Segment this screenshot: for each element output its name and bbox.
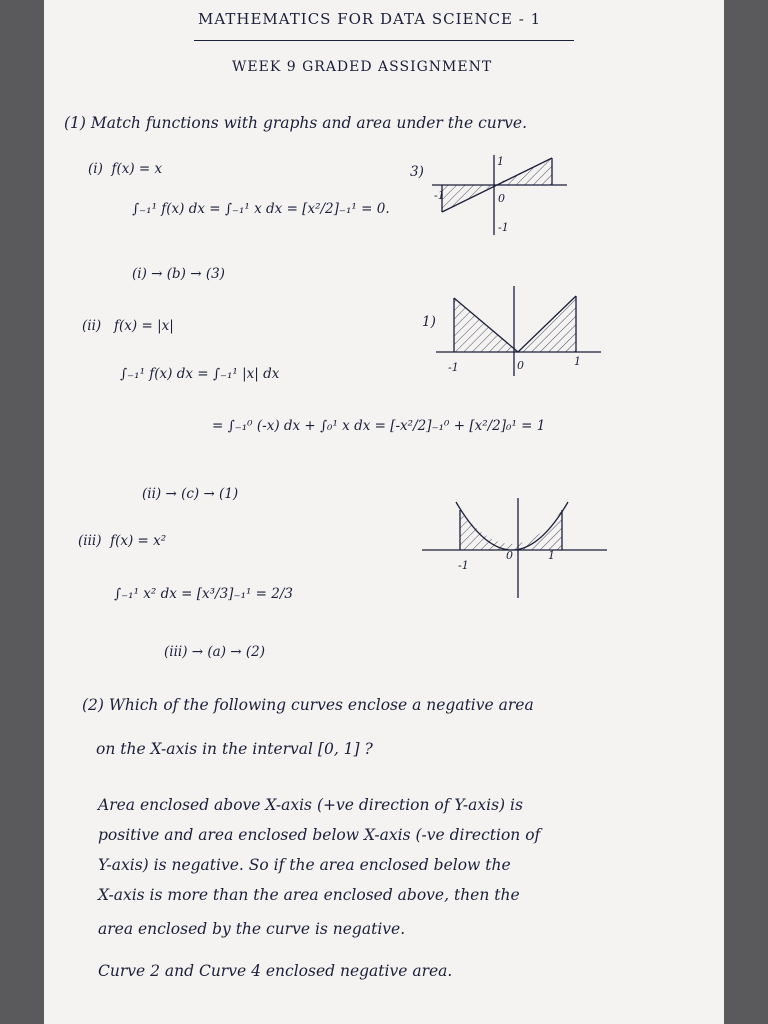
graph-3-label: 3) [410, 164, 424, 180]
notebook-page [44, 0, 724, 1024]
q1-ii-integral-2: = ∫₋₁⁰ (-x) dx + ∫₀¹ x dx = [-x²/2]₋₁⁰ + [x²/2]₀¹ = 1 [212, 418, 546, 434]
q1-ii-match: (ii) → (c) → (1) [142, 486, 239, 502]
q1-title: (1) Match functions with graphs and area under the curve. [64, 114, 528, 132]
graph-1-tick-right: 1 [574, 355, 581, 368]
graph-3-tick-origin: 0 [498, 192, 505, 205]
graph-1-tick-origin: 0 [517, 359, 524, 372]
q1-ii-integral-1: ∫₋₁¹ f(x) dx = ∫₋₁¹ |x| dx [120, 366, 280, 382]
q1-ii-func: f(x) = |x| [114, 318, 174, 334]
graph-2-tick-right: 1 [548, 549, 555, 562]
q1-ii-function [82, 320, 174, 334]
q1-iii-func: f(x) = x² [110, 533, 167, 549]
q1-i-func: f(x) = x [111, 161, 163, 177]
q2-question-line-2: on the X-axis in the interval [0, 1] ? [96, 740, 373, 758]
q1-iii-match: (iii) → (a) → (2) [164, 644, 265, 660]
graph-1-label: 1) [422, 314, 436, 330]
q1-iii-integral: ∫₋₁¹ x² dx = [x³/3]₋₁¹ = 2/3 [114, 586, 294, 602]
graph-3-tick-bottom: -1 [498, 221, 509, 234]
q1-i-function [88, 163, 162, 177]
q1-i-integral: ∫₋₁¹ f(x) dx = ∫₋₁¹ x dx = [x²/2]₋₁¹ = 0. [132, 201, 390, 217]
q1-iii-label: (iii) [78, 533, 102, 549]
q2-answer-line: area enclosed by the curve is negative. [98, 920, 406, 938]
q1-i-label: (i) [88, 161, 103, 177]
q2-answer-line: X-axis is more than the area enclosed above, then the [98, 886, 520, 904]
q2-conclusion: Curve 2 and Curve 4 enclosed negative area. [98, 962, 453, 980]
q2-answer-line: positive and area enclosed below X-axis (-ve direction of [98, 826, 541, 844]
q1-i-match: (i) → (b) → (3) [132, 266, 225, 282]
q2-question-line-1: (2) Which of the following curves enclose a negative area [82, 696, 534, 714]
q2-answer-line: Y-axis) is negative. So if the area enclosed below the [98, 856, 511, 874]
title-underline [194, 40, 574, 41]
graph-1-tick-left: -1 [448, 361, 459, 374]
q1-iii-function [78, 535, 166, 549]
graph-3-tick-left: -1 [434, 189, 445, 202]
graph-2-tick-origin: 0 [506, 549, 513, 562]
assignment-title: WEEK 9 GRADED ASSIGNMENT [232, 59, 493, 75]
graph-3-tick-top: 1 [497, 155, 504, 168]
q2-answer-line: Area enclosed above X-axis (+ve direction of Y-axis) is [98, 796, 523, 814]
graph-2-curve [422, 498, 612, 598]
course-title: MATHEMATICS FOR DATA SCIENCE - 1 [198, 10, 542, 28]
graph-2-tick-left: -1 [458, 559, 469, 572]
q1-ii-label: (ii) [82, 318, 102, 334]
